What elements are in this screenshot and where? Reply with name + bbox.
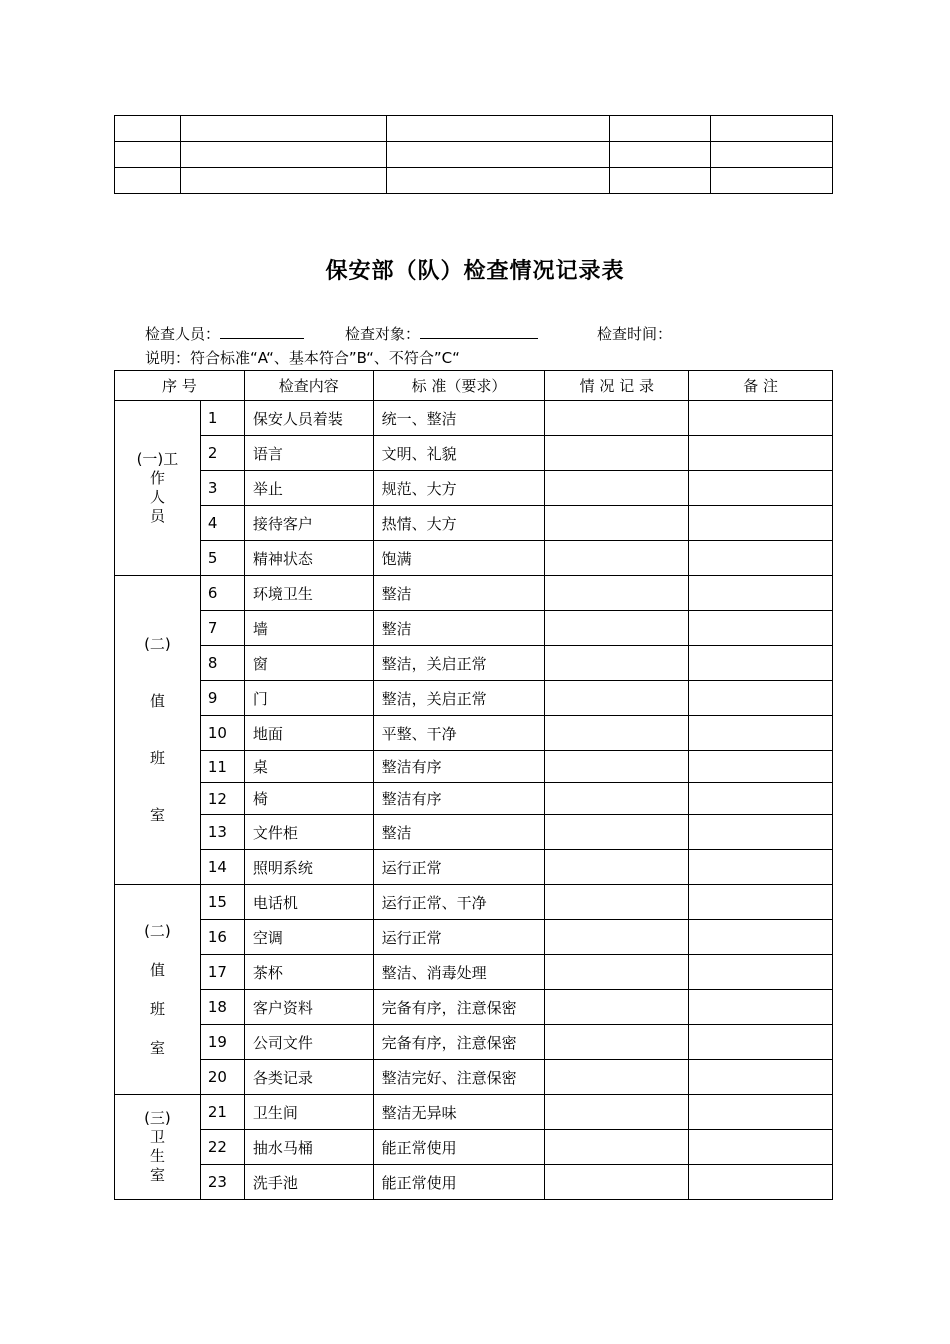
group-label-top: (二) — [144, 921, 171, 940]
group-label-char: 值 — [149, 960, 165, 979]
group-label-char: 生 — [149, 1147, 165, 1165]
row-standard: 整洁 — [373, 576, 545, 611]
row-record-cell[interactable] — [545, 885, 689, 920]
row-remarks-cell[interactable] — [689, 646, 833, 681]
table-row — [115, 1025, 833, 1060]
row-standard: 能正常使用 — [373, 1165, 545, 1200]
row-number: 11 — [200, 751, 244, 783]
row-standard: 运行正常 — [373, 850, 545, 885]
table-row — [115, 576, 833, 611]
row-record-cell[interactable] — [545, 751, 689, 783]
group-label-g4 — [115, 1095, 201, 1200]
group-label-char: 室 — [149, 1038, 165, 1057]
group-label-top: (一)工 — [136, 450, 179, 468]
row-standard: 整洁、消毒处理 — [373, 955, 545, 990]
row-number: 2 — [200, 436, 244, 471]
row-remarks-cell[interactable] — [689, 990, 833, 1025]
row-remarks-cell[interactable] — [689, 885, 833, 920]
row-record-cell[interactable] — [545, 1060, 689, 1095]
time-field — [597, 323, 672, 344]
time-label: 检查时间： — [597, 325, 673, 343]
row-remarks-cell[interactable] — [689, 850, 833, 885]
group-label-char: 室 — [149, 1166, 165, 1184]
inspector-blank[interactable] — [220, 324, 304, 339]
row-standard: 能正常使用 — [373, 1130, 545, 1165]
row-record-cell[interactable] — [545, 1095, 689, 1130]
row-item: 门 — [244, 681, 373, 716]
row-record-cell[interactable] — [545, 611, 689, 646]
row-remarks-cell[interactable] — [689, 471, 833, 506]
row-remarks-cell[interactable] — [689, 541, 833, 576]
row-item: 照明系统 — [244, 850, 373, 885]
row-number: 18 — [200, 990, 244, 1025]
row-record-cell[interactable] — [545, 401, 689, 436]
row-standard: 整洁 — [373, 611, 545, 646]
row-record-cell[interactable] — [545, 920, 689, 955]
table-row — [115, 716, 833, 751]
row-standard: 平整、干净 — [373, 716, 545, 751]
row-number: 21 — [200, 1095, 244, 1130]
row-record-cell[interactable] — [545, 955, 689, 990]
table-row — [115, 646, 833, 681]
target-label: 检查对象： — [345, 325, 421, 343]
row-number: 22 — [200, 1130, 244, 1165]
row-record-cell[interactable] — [545, 541, 689, 576]
table-row — [115, 541, 833, 576]
row-record-cell[interactable] — [545, 436, 689, 471]
group-label-g1 — [115, 401, 201, 576]
row-remarks-cell[interactable] — [689, 611, 833, 646]
header-standard: 标 准（要求） — [373, 371, 545, 401]
table-row — [115, 1165, 833, 1200]
table-row — [115, 955, 833, 990]
row-item: 环境卫生 — [244, 576, 373, 611]
row-record-cell[interactable] — [545, 850, 689, 885]
row-remarks-cell[interactable] — [689, 751, 833, 783]
row-item: 各类记录 — [244, 1060, 373, 1095]
row-record-cell[interactable] — [545, 1130, 689, 1165]
row-item: 文件柜 — [244, 815, 373, 850]
row-number: 5 — [200, 541, 244, 576]
row-standard: 整洁有序 — [373, 783, 545, 815]
row-item: 电话机 — [244, 885, 373, 920]
row-remarks-cell[interactable] — [689, 681, 833, 716]
row-item: 地面 — [244, 716, 373, 751]
table-row — [115, 751, 833, 783]
table-row — [115, 850, 833, 885]
inspector-field — [145, 323, 304, 344]
header-record: 情 况 记 录 — [545, 371, 689, 401]
row-remarks-cell[interactable] — [689, 436, 833, 471]
group-label-char: 员 — [149, 507, 165, 525]
row-number: 13 — [200, 815, 244, 850]
table-row — [115, 815, 833, 850]
row-item: 空调 — [244, 920, 373, 955]
group-label-g2 — [115, 576, 201, 885]
row-item: 客户资料 — [244, 990, 373, 1025]
row-item: 茶杯 — [244, 955, 373, 990]
row-record-cell[interactable] — [545, 506, 689, 541]
row-number: 14 — [200, 850, 244, 885]
row-number: 19 — [200, 1025, 244, 1060]
row-record-cell[interactable] — [545, 1165, 689, 1200]
target-blank[interactable] — [420, 324, 538, 339]
table-row — [115, 990, 833, 1025]
table-row — [115, 1095, 833, 1130]
row-remarks-cell[interactable] — [689, 1130, 833, 1165]
row-item: 椅 — [244, 783, 373, 815]
previous-page-table — [114, 115, 833, 194]
table-row — [115, 611, 833, 646]
row-remarks-cell[interactable] — [689, 576, 833, 611]
row-remarks-cell[interactable] — [689, 1165, 833, 1200]
row-number: 9 — [200, 681, 244, 716]
row-record-cell[interactable] — [545, 681, 689, 716]
header-content: 检查内容 — [244, 371, 373, 401]
row-number: 12 — [200, 783, 244, 815]
inspection-table — [114, 370, 833, 1200]
row-record-cell[interactable] — [545, 783, 689, 815]
row-number: 16 — [200, 920, 244, 955]
row-standard: 整洁无异味 — [373, 1095, 545, 1130]
row-remarks-cell[interactable] — [689, 783, 833, 815]
group-label-char: 班 — [149, 749, 165, 767]
group-label-char: 室 — [149, 806, 165, 824]
row-number: 4 — [200, 506, 244, 541]
row-remarks-cell[interactable] — [689, 955, 833, 990]
table-row — [115, 506, 833, 541]
row-item: 窗 — [244, 646, 373, 681]
row-standard: 统一、整洁 — [373, 401, 545, 436]
row-record-cell[interactable] — [545, 646, 689, 681]
row-standard: 完备有序，注意保密 — [373, 1025, 545, 1060]
row-item: 接待客户 — [244, 506, 373, 541]
row-item: 语言 — [244, 436, 373, 471]
table-row — [115, 885, 833, 920]
table-row — [115, 681, 833, 716]
row-standard: 整洁有序 — [373, 751, 545, 783]
row-remarks-cell[interactable] — [689, 1095, 833, 1130]
row-item: 精神状态 — [244, 541, 373, 576]
header-row — [115, 371, 833, 401]
group-label-top: (三) — [144, 1109, 171, 1127]
row-remarks-cell[interactable] — [689, 506, 833, 541]
row-item: 抽水马桶 — [244, 1130, 373, 1165]
header-remarks: 备 注 — [689, 371, 833, 401]
row-record-cell[interactable] — [545, 576, 689, 611]
row-item: 保安人员着装 — [244, 401, 373, 436]
group-label-char: 班 — [149, 999, 165, 1018]
header-seq: 序 号 — [115, 371, 245, 401]
table-row — [115, 471, 833, 506]
row-number: 1 — [200, 401, 244, 436]
row-remarks-cell[interactable] — [689, 815, 833, 850]
inspector-label: 检查人员： — [145, 325, 221, 343]
group-label-char: 卫 — [149, 1128, 165, 1146]
row-number: 3 — [200, 471, 244, 506]
row-remarks-cell[interactable] — [689, 920, 833, 955]
row-standard: 整洁，关启正常 — [373, 646, 545, 681]
row-number: 7 — [200, 611, 244, 646]
row-record-cell[interactable] — [545, 815, 689, 850]
group-label-g3 — [115, 885, 201, 1095]
group-label-char: 值 — [149, 692, 165, 710]
row-number: 10 — [200, 716, 244, 751]
row-standard: 整洁 — [373, 815, 545, 850]
table-row — [115, 1060, 833, 1095]
row-item: 卫生间 — [244, 1095, 373, 1130]
table-row — [115, 401, 833, 436]
row-record-cell[interactable] — [545, 471, 689, 506]
row-remarks-cell[interactable] — [689, 1025, 833, 1060]
row-standard: 运行正常、干净 — [373, 885, 545, 920]
row-standard: 热情、大方 — [373, 506, 545, 541]
row-number: 17 — [200, 955, 244, 990]
table-row — [115, 783, 833, 815]
group-label-top: (二) — [144, 635, 171, 653]
page-title: 保安部（队）检查情况记录表 — [325, 259, 625, 284]
row-record-cell[interactable] — [545, 716, 689, 751]
row-standard: 完备有序，注意保密 — [373, 990, 545, 1025]
table-row — [115, 142, 833, 168]
row-number: 15 — [200, 885, 244, 920]
legend-note: 说明：符合标准“A“、基本符合”B“、不符合”C“ — [145, 349, 460, 367]
row-standard: 运行正常 — [373, 920, 545, 955]
table-row — [115, 116, 833, 142]
row-number: 20 — [200, 1060, 244, 1095]
row-number: 8 — [200, 646, 244, 681]
row-item: 墙 — [244, 611, 373, 646]
table-row — [115, 920, 833, 955]
row-record-cell[interactable] — [545, 1025, 689, 1060]
row-standard: 饱满 — [373, 541, 545, 576]
row-item: 公司文件 — [244, 1025, 373, 1060]
row-remarks-cell[interactable] — [689, 401, 833, 436]
row-standard: 整洁，关启正常 — [373, 681, 545, 716]
table-row — [115, 1130, 833, 1165]
row-standard: 规范、大方 — [373, 471, 545, 506]
row-record-cell[interactable] — [545, 990, 689, 1025]
group-label-char: 人 — [149, 488, 165, 506]
row-number: 23 — [200, 1165, 244, 1200]
row-remarks-cell[interactable] — [689, 1060, 833, 1095]
target-field — [345, 323, 538, 344]
group-label-char: 作 — [149, 469, 165, 487]
row-number: 6 — [200, 576, 244, 611]
row-standard: 文明、礼貌 — [373, 436, 545, 471]
row-item: 桌 — [244, 751, 373, 783]
table-row — [115, 436, 833, 471]
table-row — [115, 168, 833, 194]
row-item: 洗手池 — [244, 1165, 373, 1200]
row-item: 举止 — [244, 471, 373, 506]
row-remarks-cell[interactable] — [689, 716, 833, 751]
row-standard: 整洁完好、注意保密 — [373, 1060, 545, 1095]
